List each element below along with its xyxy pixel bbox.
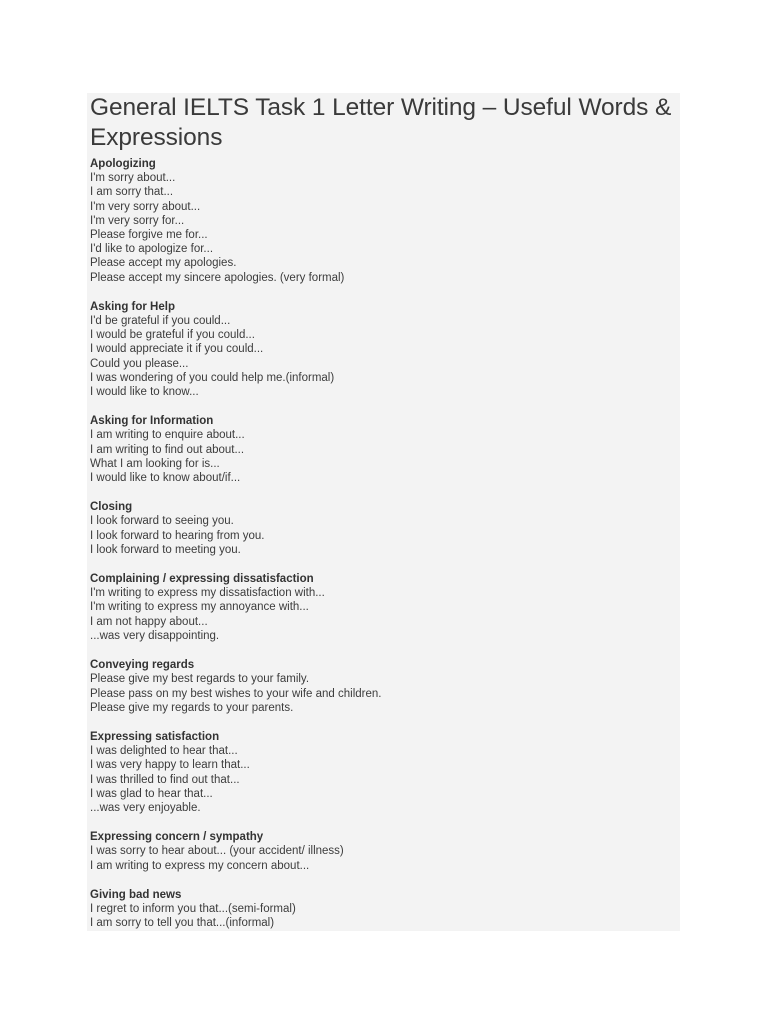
section-heading: Expressing satisfaction: [90, 730, 220, 743]
phrase-line: I would like to know about/if...: [90, 472, 241, 485]
section-heading: Apologizing: [90, 158, 156, 170]
phrase-line: I look forward to hearing from you.: [90, 529, 265, 542]
phrase-line: I regret to inform you that...(semi-formal): [90, 902, 296, 915]
section-heading: Giving bad news: [90, 888, 182, 901]
section-heading: Complaining / expressing dissatisfaction: [90, 573, 314, 586]
title-container: [87, 93, 680, 153]
phrase-line: I'm writing to express my annoyance with...: [90, 601, 309, 614]
section-heading: Expressing concern / sympathy: [90, 831, 264, 844]
phrase-line: I'd like to apologize for...: [90, 243, 214, 256]
phrase-line: I am sorry that...: [90, 186, 174, 199]
phrase-line: Please forgive me for...: [90, 229, 208, 242]
phrase-line: Please accept my sincere apologies. (very formal): [90, 271, 345, 284]
section-heading: Conveying regards: [90, 659, 195, 672]
phrase-line: Please pass on my best wishes to your wife and children.: [90, 687, 382, 700]
section: [90, 157, 680, 285]
section-heading: Closing: [90, 501, 133, 514]
section: [90, 730, 680, 815]
section: [90, 888, 680, 931]
phrase-line: I was very happy to learn that...: [90, 759, 250, 772]
phrase-line: I am writing to find out about...: [90, 443, 245, 456]
phrase-line: I would appreciate it if you could...: [90, 343, 264, 356]
phrase-line: Please give my best regards to your family.: [90, 673, 310, 686]
section: [90, 572, 680, 643]
phrase-line: I look forward to seeing you.: [90, 515, 234, 528]
phrase-line: I was delighted to hear that...: [90, 745, 238, 758]
section: [90, 500, 680, 557]
section: [90, 830, 680, 873]
phrase-line: I was sorry to hear about... (your accident/ illness): [90, 845, 344, 858]
section-heading: Asking for Help: [90, 300, 175, 313]
phrase-line: I would be grateful if you could...: [90, 329, 255, 342]
phrase-line: I am writing to express my concern about...: [90, 859, 310, 872]
phrase-line: I'm very sorry for...: [90, 214, 185, 227]
phrase-line: Please accept my apologies.: [90, 257, 237, 270]
phrase-line: I'm writing to express my dissatisfaction with...: [90, 587, 325, 600]
section: [90, 300, 680, 399]
section: [90, 658, 680, 715]
phrase-line: I would like to know...: [90, 386, 199, 399]
phrase-line: I am writing to enquire about...: [90, 429, 245, 442]
phrase-line: I was glad to hear that...: [90, 787, 213, 800]
phrase-line: Could you please...: [90, 357, 189, 370]
phrase-line: I am sorry to tell you that...(informal): [90, 917, 275, 930]
phrase-line: I look forward to meeting you.: [90, 543, 241, 556]
section: [90, 414, 680, 485]
section-heading: Asking for Information: [90, 415, 214, 428]
phrase-line: I'm very sorry about...: [90, 200, 201, 213]
phrase-line: I was wondering of you could help me.(informal): [90, 371, 335, 384]
phrase-line: ...was very enjoyable.: [90, 801, 201, 814]
phrase-line: Please give my regards to your parents.: [90, 701, 294, 714]
phrase-line: I'd be grateful if you could...: [90, 315, 231, 328]
page-title: General IELTS Task 1 Letter Writing – Useful Words & Expressions: [90, 94, 672, 151]
phrase-line: I am not happy about...: [90, 615, 208, 628]
phrase-line: ...was very disappointing.: [90, 629, 220, 642]
phrase-line: I'm sorry about...: [90, 172, 176, 185]
phrase-line: I was thrilled to find out that...: [90, 773, 240, 786]
sections-list: [87, 157, 680, 930]
document-content: [87, 93, 680, 931]
phrase-line: What I am looking for is...: [90, 457, 220, 470]
